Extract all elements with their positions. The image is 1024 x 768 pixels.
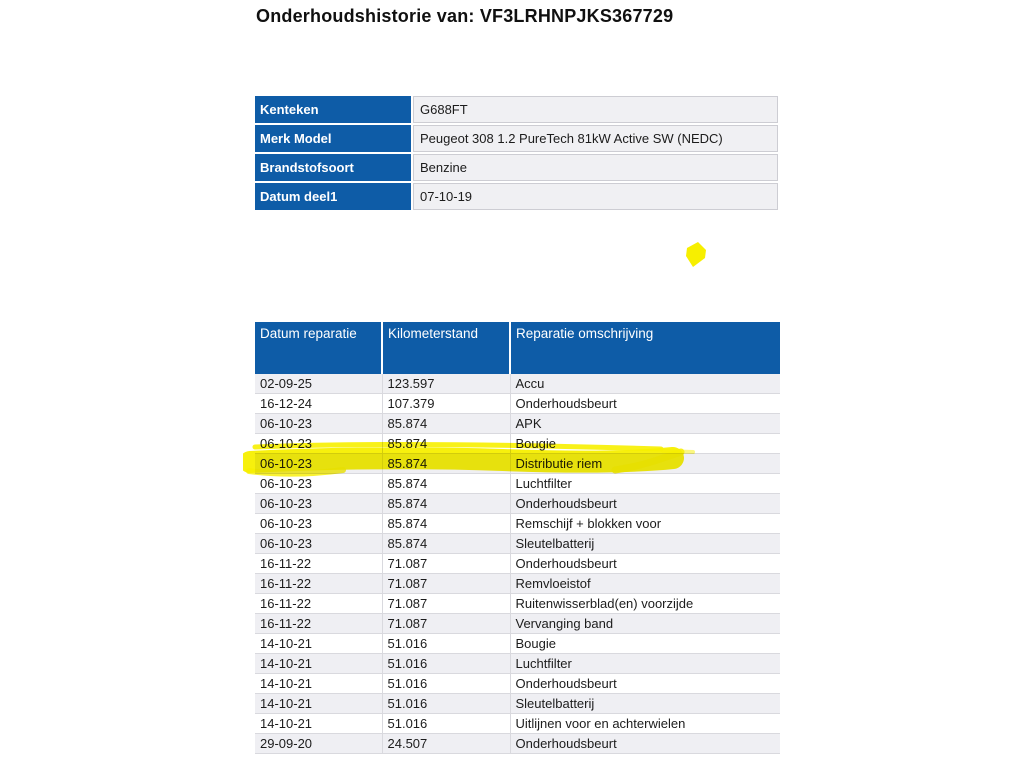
highlighter-cursor-icon — [683, 240, 709, 270]
info-value: Benzine — [413, 154, 778, 181]
kilometerstand-cell: 107.379 — [382, 394, 510, 414]
repair-date-cell: 02-09-25 — [255, 374, 382, 394]
repair-description-cell: Vervanging band — [510, 614, 780, 634]
info-row-kenteken — [255, 96, 778, 123]
repair-description-cell: Ruitenwisserblad(en) voorzijde — [510, 594, 780, 614]
repair-table-body — [255, 374, 780, 754]
kilometerstand-cell: 85.874 — [382, 534, 510, 554]
repair-date-cell: 14-10-21 — [255, 654, 382, 674]
repair-date-cell: 16-11-22 — [255, 594, 382, 614]
repair-date-cell: 14-10-21 — [255, 694, 382, 714]
header-datum-reparatie: Datum reparatie — [255, 322, 382, 374]
table-row — [255, 614, 780, 634]
table-row — [255, 594, 780, 614]
info-label: Kenteken — [255, 96, 411, 123]
table-row — [255, 534, 780, 554]
info-label: Brandstofsoort — [255, 154, 411, 181]
repair-description-cell: Sleutelbatterij — [510, 534, 780, 554]
repair-date-cell: 14-10-21 — [255, 714, 382, 734]
page-title: Onderhoudshistorie van: VF3LRHNPJKS367729 — [256, 6, 674, 26]
kilometerstand-cell: 24.507 — [382, 734, 510, 754]
repair-date-cell: 06-10-23 — [255, 454, 382, 474]
repair-description-cell: Uitlijnen voor en achterwielen — [510, 714, 780, 734]
kilometerstand-cell: 71.087 — [382, 614, 510, 634]
kilometerstand-cell: 123.597 — [382, 374, 510, 394]
repair-description-cell: Onderhoudsbeurt — [510, 554, 780, 574]
kilometerstand-cell: 85.874 — [382, 414, 510, 434]
repair-description-cell: Onderhoudsbeurt — [510, 394, 780, 414]
table-row — [255, 714, 780, 734]
table-row — [255, 654, 780, 674]
info-row-merk-model — [255, 125, 778, 152]
table-row — [255, 414, 780, 434]
table-row — [255, 374, 780, 394]
table-row — [255, 734, 780, 754]
kilometerstand-cell: 51.016 — [382, 634, 510, 654]
repair-description-cell: Luchtfilter — [510, 654, 780, 674]
info-row-datum-deel1 — [255, 183, 778, 210]
table-row — [255, 674, 780, 694]
repair-description-cell: Sleutelbatterij — [510, 694, 780, 714]
table-row — [255, 514, 780, 534]
repair-date-cell: 16-11-22 — [255, 554, 382, 574]
table-row — [255, 494, 780, 514]
repair-description-cell: Remschijf + blokken voor — [510, 514, 780, 534]
header-reparatie-omschrijving: Reparatie omschrijving — [510, 322, 780, 374]
repair-date-cell: 16-11-22 — [255, 574, 382, 594]
repair-description-cell: Onderhoudsbeurt — [510, 494, 780, 514]
repair-date-cell: 29-09-20 — [255, 734, 382, 754]
table-row — [255, 454, 780, 474]
table-row — [255, 394, 780, 414]
kilometerstand-cell: 85.874 — [382, 474, 510, 494]
vehicle-info-table — [253, 94, 780, 212]
table-row — [255, 694, 780, 714]
kilometerstand-cell: 85.874 — [382, 494, 510, 514]
repair-date-cell: 16-11-22 — [255, 614, 382, 634]
kilometerstand-cell: 85.874 — [382, 434, 510, 454]
repair-description-cell: APK — [510, 414, 780, 434]
repair-table-header-row — [255, 322, 780, 374]
table-row — [255, 574, 780, 594]
repair-description-cell: Bougie — [510, 434, 780, 454]
table-row — [255, 474, 780, 494]
repair-description-cell: Onderhoudsbeurt — [510, 674, 780, 694]
info-label: Datum deel1 — [255, 183, 411, 210]
kilometerstand-cell: 71.087 — [382, 594, 510, 614]
info-value: 07-10-19 — [413, 183, 778, 210]
repair-date-cell: 14-10-21 — [255, 634, 382, 654]
repair-description-cell: Remvloeistof — [510, 574, 780, 594]
repair-date-cell: 06-10-23 — [255, 434, 382, 454]
repair-description-cell: Accu — [510, 374, 780, 394]
info-value: G688FT — [413, 96, 778, 123]
repair-description-cell: Distributie riem — [510, 454, 780, 474]
kilometerstand-cell: 71.087 — [382, 574, 510, 594]
table-row — [255, 434, 780, 454]
repair-date-cell: 06-10-23 — [255, 474, 382, 494]
repair-history-table — [255, 322, 780, 754]
repair-date-cell: 06-10-23 — [255, 414, 382, 434]
repair-date-cell: 14-10-21 — [255, 674, 382, 694]
repair-description-cell: Luchtfilter — [510, 474, 780, 494]
kilometerstand-cell: 85.874 — [382, 514, 510, 534]
repair-description-cell: Onderhoudsbeurt — [510, 734, 780, 754]
header-kilometerstand: Kilometerstand — [382, 322, 510, 374]
kilometerstand-cell: 51.016 — [382, 694, 510, 714]
repair-date-cell: 06-10-23 — [255, 494, 382, 514]
repair-description-cell: Bougie — [510, 634, 780, 654]
kilometerstand-cell: 51.016 — [382, 674, 510, 694]
table-row — [255, 634, 780, 654]
kilometerstand-cell: 85.874 — [382, 454, 510, 474]
table-row — [255, 554, 780, 574]
kilometerstand-cell: 51.016 — [382, 654, 510, 674]
kilometerstand-cell: 71.087 — [382, 554, 510, 574]
info-value: Peugeot 308 1.2 PureTech 81kW Active SW (NEDC) — [413, 125, 778, 152]
info-label: Merk Model — [255, 125, 411, 152]
info-row-brandstofsoort — [255, 154, 778, 181]
kilometerstand-cell: 51.016 — [382, 714, 510, 734]
repair-date-cell: 06-10-23 — [255, 514, 382, 534]
repair-date-cell: 16-12-24 — [255, 394, 382, 414]
repair-date-cell: 06-10-23 — [255, 534, 382, 554]
